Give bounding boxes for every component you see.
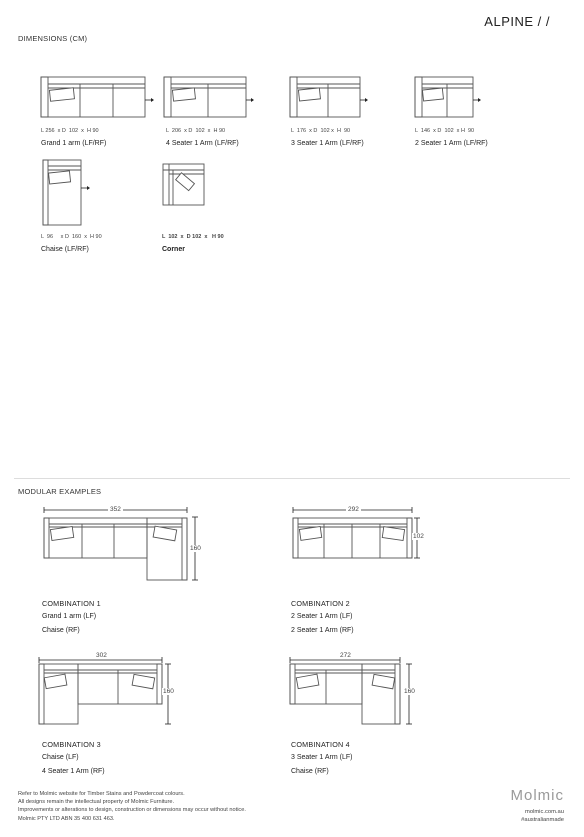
combination-2-drawing [293,507,420,558]
combo-2-width-label: 292 [348,506,359,513]
brand-title: ALPINE / / [484,14,550,29]
combination-line: 4 Seater 1 Arm (RF) [42,767,105,775]
combination-line: 3 Seater 1 Arm (LF) [291,754,353,761]
combo-1-width-label: 352 [110,506,121,513]
combination-1-caption [42,599,101,637]
module-name: 2 Seater 1 Arm (LF/RF) [415,140,488,147]
module-dims: L 146 x D 102 x H 90 [415,128,475,134]
module-dims: L 96 x D 160 x H 90 [41,234,102,240]
footer-line: Refer to Molmic website for Timber Stains and Powdercoat colours. [18,791,185,797]
combination-4-drawing [290,657,412,724]
grand-1-arm-drawing [41,77,154,117]
combination-line: Grand 1 arm (LF) [42,613,97,620]
hashtag: #australianmade [521,817,564,824]
combo-3-depth-label: 160 [163,688,174,695]
4-seater-1-arm-drawing [164,77,254,117]
combo-1-depth-label: 160 [190,545,201,552]
combination-title: COMBINATION 3 [42,740,101,749]
module-dims: L 176 x D 102 x H 90 [291,128,351,134]
combination-3-drawing [39,657,171,724]
footer-line: Improvements or alterations to design, construction or dimensions may occur without notice. [18,807,246,814]
module-name: 4 Seater 1 Arm (LF/RF) [166,140,239,147]
combination-line: Chaise (LF) [42,754,79,761]
combo-4-depth-label: 160 [404,688,415,695]
3-seater-1-arm-drawing [290,77,368,117]
2-seater-1-arm-drawing [415,77,481,117]
combination-title: COMBINATION 1 [42,599,101,608]
molmic-logo: Molmic [510,787,564,804]
module-dims: L 102 x D 102 x H 90 [162,234,224,240]
combo-3-width-label: 302 [96,652,107,659]
combination-line: 2 Seater 1 Arm (LF) [291,613,353,620]
footer-notes [18,790,246,823]
modular-heading: MODULAR EXAMPLES [18,487,102,496]
module-name: Chaise (LF/RF) [41,246,89,253]
footer-line: All designs remain the intellectual property of Molmic Furniture. [18,799,175,806]
combination-line: Chaise (RF) [291,767,329,775]
module-dims: L 256 x D 102 x H 90 [41,128,99,134]
combination-1-drawing [44,507,198,580]
module-name: 3 Seater 1 Arm (LF/RF) [291,140,364,147]
website-link[interactable]: molmic.com.au [525,809,564,815]
combo-4-width-label: 272 [340,652,351,659]
dimensions-heading: DIMENSIONS (CM) [18,34,88,43]
footer-links [521,808,564,824]
footer-line: Molmic PTY LTD ABN 35 400 631 463. [18,815,115,822]
combination-line: Chaise (RF) [42,626,80,634]
corner-drawing [163,164,204,205]
section-divider [14,478,570,479]
combination-title: COMBINATION 4 [291,740,350,749]
module-dims: L 206 x D 102 x H 90 [166,128,226,134]
combination-4-caption [291,740,352,778]
chaise-drawing [43,160,90,225]
module-name: Grand 1 arm (LF/RF) [41,140,107,147]
combination-line: 2 Seater 1 Arm (RF) [291,626,354,634]
module-name: Corner [162,246,185,253]
combination-title: COMBINATION 2 [291,599,350,608]
combination-2-caption [291,599,354,637]
combo-2-depth-label: 102 [413,533,424,540]
combination-3-caption [42,740,105,778]
